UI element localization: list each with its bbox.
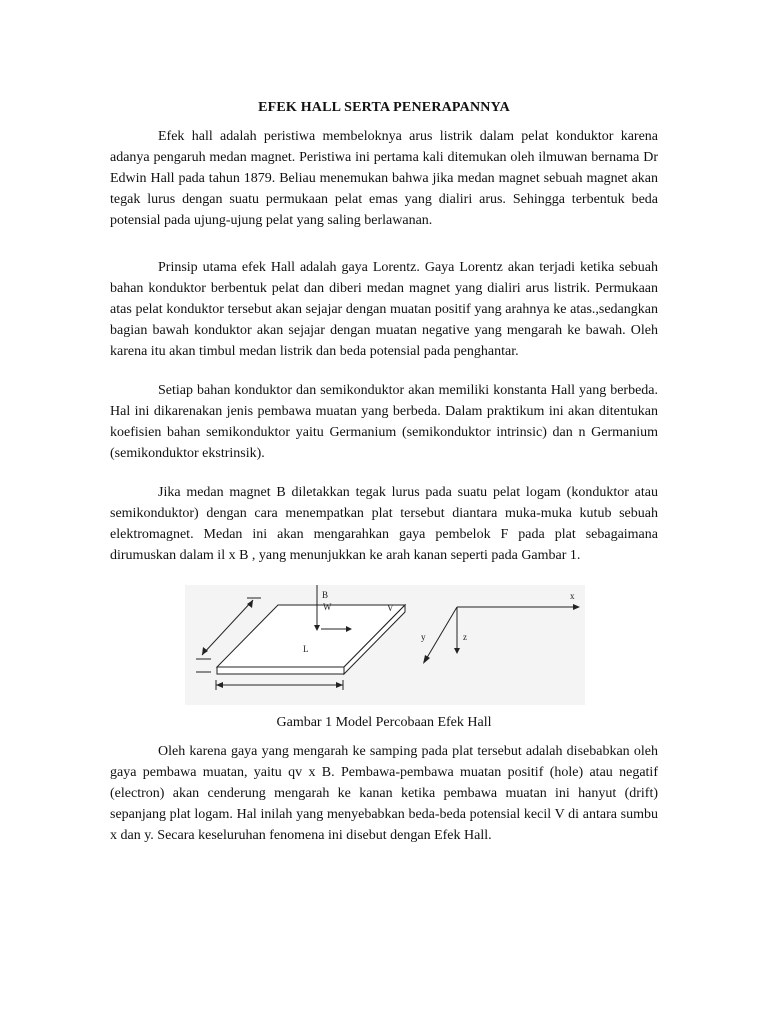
document-title: EFEK HALL SERTA PENERAPANNYA — [258, 100, 510, 115]
plate-front-edge — [217, 667, 344, 674]
label-z: z — [463, 632, 467, 642]
paragraph-1: Efek hall adalah peristiwa membeloknya arus listrik dalam pelat konduktor karena adanya pengaruh medan magnet. Peristiwa ini pertama kali ditemukan oleh ilmuwan bernama Dr Edwin Hall pada tahun 1879. Beliau menemukan bahwa jika medan magnet sebuah magnet akan tegak lurus dengan suatu permukaan pelat emas yang dialiri arus. Sehingga terbentuk beda potensial pada ujung-ujung pelat yang saling berlawanan. — [110, 129, 658, 228]
paragraph-4: Jika medan magnet B diletakkan tegak lurus pada suatu pelat logam (konduktor atau semikonduktor) dengan cara menempatkan plat tersebut diantara muka-muka kutub sebuah elektromagnet. Medan ini akan mengarahkan gaya pembelok F pada plat sebagaimana dirumuskan dalam il x B , yang menunjukkan ke arah kanan seperti pada Gambar 1. — [110, 485, 658, 563]
label-l: L — [303, 644, 309, 654]
label-y: y — [421, 632, 426, 642]
label-v: V — [387, 603, 394, 613]
paragraph-2: Prinsip utama efek Hall adalah gaya Lorentz. Gaya Lorentz akan terjadi ketika sebuah bahan konduktor berbentuk pelat dan diberi medan magnet yang dialiri arus listrik. Permukaan atas pelat konduktor tersebut akan sejajar dengan muatan positif yang arahnya ke atas.,sedangkan bagian bawah konduktor akan sejajar dengan muatan negative yang mengarah ke bawah. Oleh karena itu akan timbul medan listrik dan beda potensial pada penghantar. — [110, 260, 658, 359]
label-w: W — [323, 602, 332, 612]
hall-effect-figure — [185, 585, 585, 705]
label-b: B — [322, 590, 329, 600]
figure-caption: Gambar 1 Model Percobaan Efek Hall — [276, 715, 492, 730]
paragraph-5: Oleh karena gaya yang mengarah ke samping pada plat tersebut adalah disebabkan oleh gaya pembawa muatan, yaitu qv x B. Pembawa-pembawa muatan positif (hole) atau negatif (electron) akan cenderung mengarah ke kanan ketika pembawa muatan ini hanyut (drift) sepanjang plat logam. Hal inilah yang menyebabkan beda-beda potensial kecil V di antara sumbu x dan y. Secara keseluruhan fenomena ini disebut dengan Efek Hall. — [110, 744, 658, 843]
paragraph-3: Setiap bahan konduktor dan semikonduktor akan memiliki konstanta Hall yang berbeda. Hal ini dikarenakan jenis pembawa muatan yang berbeda. Dalam praktikum ini akan ditentukan koefisien bahan semikonduktor yaitu Germanium (semikonduktor intrinsic) dan n Germanium (semikonduktor ekstrinsik). — [110, 383, 658, 461]
label-x: x — [570, 591, 575, 601]
